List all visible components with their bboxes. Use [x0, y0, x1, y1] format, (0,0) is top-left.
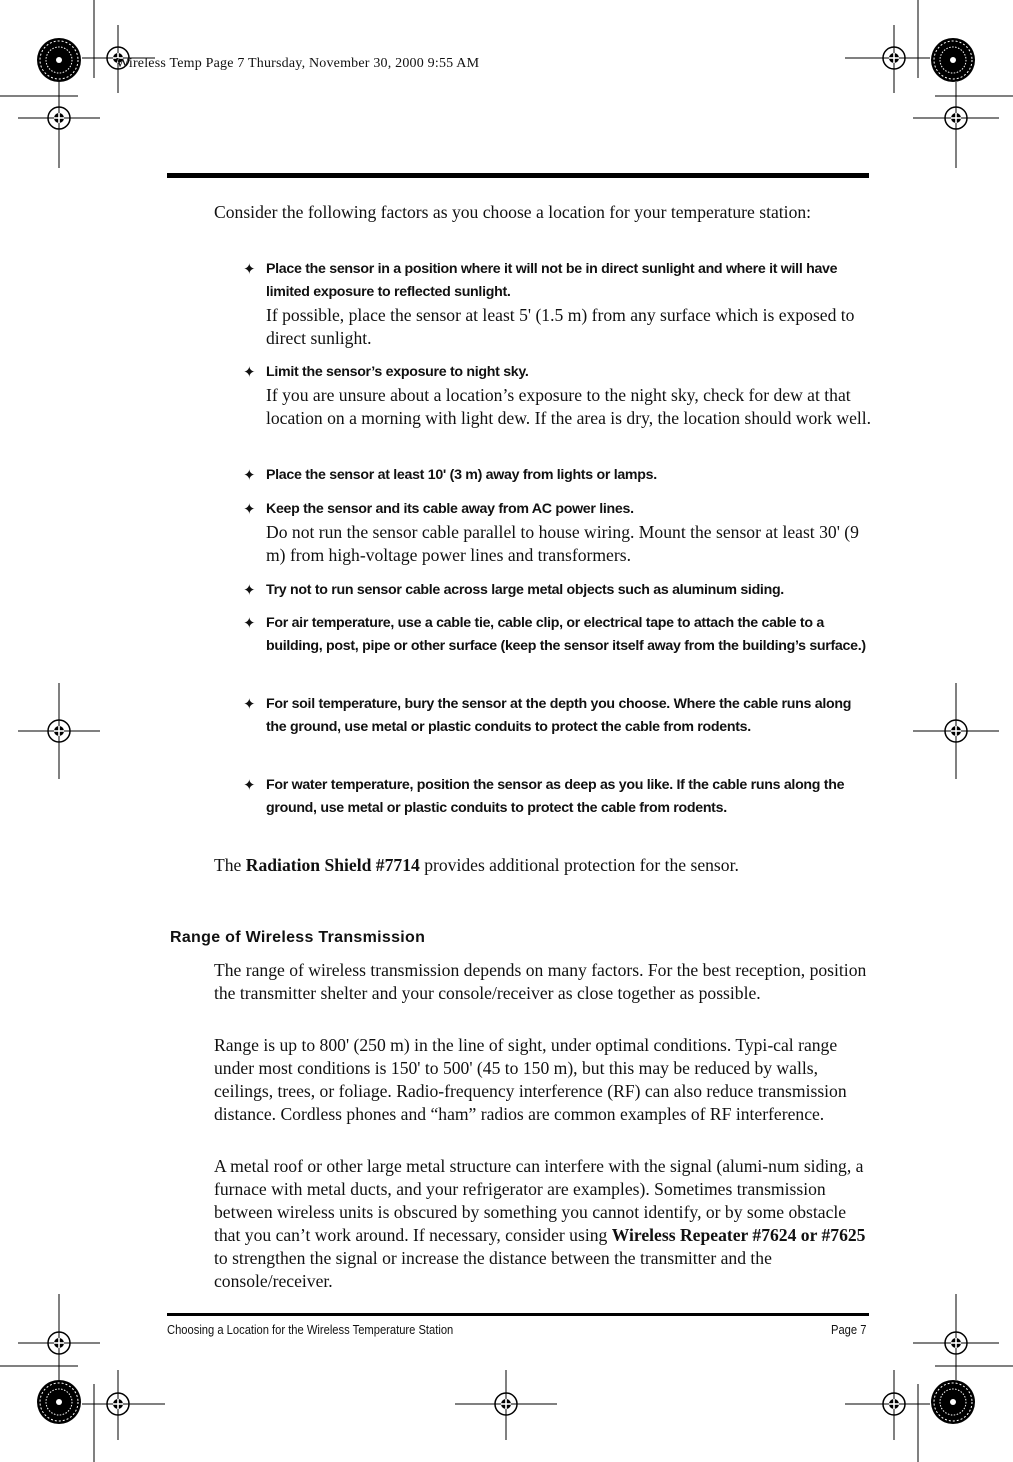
footer-section-title: Choosing a Location for the Wireless Temperature Station [167, 1322, 454, 1337]
footer-page-number: Page 7 [831, 1322, 867, 1337]
bullet-body: If possible, place the sensor at least 5' (1.5 m) from any surface which is exposed to direct sunlight. [266, 305, 855, 348]
star-bullet-icon: ✦ [243, 614, 256, 632]
star-bullet-icon: ✦ [243, 500, 256, 518]
repeater-product: Wireless Repeater #7624 or #7625 [611, 1225, 866, 1245]
paragraph [214, 1155, 874, 1293]
print-slug: Wireless Temp Page 7 Thursday, November 30, 2000 9:55 AM [116, 56, 480, 71]
bullet-title: Limit the sensor’s exposure to night sky. [266, 364, 529, 380]
paragraph-post: to strengthen the signal or increase the distance between the transmitter and the console/receiver. [214, 1248, 772, 1291]
bullet-title: For air temperature, use a cable tie, cable clip, or electrical tape to attach the cable to a building, post, pipe or other surface (keep the sensor itself away from the building’s surface.) [266, 615, 866, 654]
paragraph: The range of wireless transmission depends on many factors. For the best reception, position the transmitter shelter and your console/receiver as close together as possible. [214, 960, 867, 1003]
star-bullet-icon: ✦ [243, 776, 256, 794]
star-bullet-icon: ✦ [243, 260, 256, 278]
shield-note [214, 854, 874, 877]
footer-rule [167, 1313, 869, 1316]
star-bullet-icon: ✦ [243, 466, 256, 484]
intro-text: Consider the following factors as you choose a location for your temperature station: [214, 202, 812, 222]
paragraph-pre: A metal roof or other large metal structure can interfere with the signal (alumi-num siding, a furnace with metal ducts, and your refrigerator are examples). Sometimes transmission between wireless units is obscured by something you cannot identify, or by some obstacle that you can’t work around. If necessary, consider using [214, 1156, 864, 1245]
header-rule [167, 173, 869, 178]
shield-pre: The [214, 855, 246, 875]
bullet-body: If you are unsure about a location’s exposure to the night sky, check for dew at that location on a morning with light dew. If the area is dry, the location should work well. [266, 385, 872, 428]
paragraph: Range is up to 800' (250 m) in the line of sight, under optimal conditions. Typi-cal range under most conditions is 150' to 500' (45 to 150 m), but this may be reduced by walls, ceilings, trees, or foliage. Radio-frequency interference (RF) can also reduce transmission distance. Cordless phones and “ham” radios are common examples of RF interference. [214, 1035, 847, 1124]
bullet-body: Do not run the sensor cable parallel to house wiring. Mount the sensor at least 30' (9 m) from high-voltage power lines and transformers. [266, 522, 859, 565]
bullet-title: Try not to run sensor cable across large metal objects such as aluminum siding. [266, 582, 784, 598]
star-bullet-icon: ✦ [243, 581, 256, 599]
bullet-title: For soil temperature, bury the sensor at the depth you choose. Where the cable runs along the ground, use metal or plastic conduits to protect the cable from rodents. [266, 696, 852, 735]
shield-post: provides additional protection for the sensor. [419, 855, 739, 875]
star-bullet-icon: ✦ [243, 363, 256, 381]
star-bullet-icon: ✦ [243, 695, 256, 713]
bullet-title: Keep the sensor and its cable away from AC power lines. [266, 501, 634, 517]
bullet-title: For water temperature, position the sensor as deep as you like. If the cable runs along the ground, use metal or plastic conduits to protect the cable from rodents. [266, 777, 845, 816]
section-heading: Range of Wireless Transmission [170, 929, 426, 946]
shield-product: Radiation Shield #7714 [245, 855, 420, 875]
bullet-title: Place the sensor in a position where it will not be in direct sunlight and where it will have limited exposure to reflected sunlight. [266, 261, 838, 300]
bullet-title: Place the sensor at least 10' (3 m) away from lights or lamps. [266, 467, 657, 483]
